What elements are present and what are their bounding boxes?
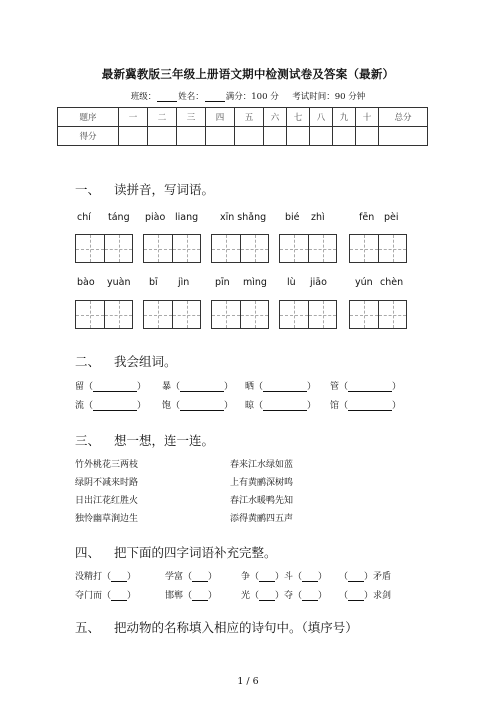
section-title: 把下面的四字词语补充完整。 [114, 545, 277, 560]
poem-line-right[interactable]: 春江水暖鸭先知 [230, 496, 294, 506]
class-blank[interactable] [157, 93, 177, 102]
word-item [75, 398, 146, 411]
pinyin: chí [77, 212, 91, 223]
paren-close: ） [137, 382, 147, 392]
idiom-item [165, 569, 217, 582]
full-score: 满分：100 分 [225, 92, 279, 102]
pinyin: yuàn [107, 277, 131, 288]
paren-close: ） [137, 401, 147, 411]
section-number: 四、 [75, 545, 101, 560]
section-2-heading [75, 352, 177, 370]
word-char: 留（ [75, 382, 94, 392]
paren-open: （ [339, 572, 349, 582]
writing-box[interactable] [349, 234, 407, 263]
paren-open: （ [339, 591, 349, 601]
page-number: 1 / 6 [237, 676, 259, 687]
exam-time: 考试时间：90 分钟 [292, 92, 366, 102]
idiom-item [241, 588, 327, 601]
score-cell[interactable] [119, 127, 148, 146]
score-cell[interactable] [148, 127, 177, 146]
score-cell[interactable] [287, 127, 310, 146]
pinyin: lù [287, 277, 296, 288]
idiom-item [241, 569, 327, 582]
word-item [162, 379, 233, 392]
pinyin: bié [285, 212, 300, 223]
poem-line-right[interactable]: 添得黄鹂四五声 [230, 514, 294, 524]
section-number: 五、 [75, 620, 101, 635]
section-title: 想一想，连一连。 [114, 433, 215, 448]
idiom-text: ）斗（ [275, 572, 303, 582]
idiom-blank[interactable] [111, 572, 127, 582]
word-item [330, 398, 401, 411]
doc-title: 最新冀教版三年级上册语文期中检测试卷及答案（最新） [101, 67, 395, 81]
word-item [162, 398, 233, 411]
idiom-text: ）夺（ [275, 591, 303, 601]
score-header-cell: 四 [206, 108, 235, 127]
score-cell[interactable] [310, 127, 333, 146]
word-blank[interactable] [348, 382, 392, 392]
paren-close: ） [392, 401, 402, 411]
paren-close: ） [318, 572, 328, 582]
section-3-heading [75, 431, 214, 449]
word-blank[interactable] [93, 401, 137, 411]
idiom-item [339, 588, 391, 601]
word-blank[interactable] [180, 382, 224, 392]
paren-close: ） [392, 382, 402, 392]
paren-close: ） [224, 401, 234, 411]
pinyin: táng [108, 212, 130, 223]
pinyin: liang [175, 212, 199, 223]
writing-box[interactable] [75, 300, 133, 329]
pinyin: jìn [178, 277, 190, 288]
score-header-cell: 十 [356, 108, 379, 127]
writing-box[interactable] [211, 300, 269, 329]
score-header-cell: 三 [177, 108, 206, 127]
word-blank[interactable] [93, 382, 137, 392]
paren-close: ） [127, 591, 137, 601]
name-blank[interactable] [205, 93, 225, 102]
score-row-label: 得分 [58, 127, 119, 146]
word-char: 馆（ [330, 401, 349, 411]
score-header-cell: 二 [148, 108, 177, 127]
idiom-text: 邯郸（ [165, 591, 193, 601]
pinyin: fēn [359, 212, 375, 223]
score-cell[interactable] [206, 127, 235, 146]
paren-close: ） [208, 572, 218, 582]
idiom-text: ）矛盾 [364, 572, 392, 582]
writing-box[interactable] [143, 234, 201, 263]
idiom-blank[interactable] [259, 572, 275, 582]
word-item [330, 379, 401, 392]
word-char: 晾（ [245, 401, 264, 411]
idiom-text: 没精打（ [75, 572, 112, 582]
section-number: 一、 [75, 182, 101, 197]
pinyin: chèn [380, 277, 404, 288]
score-header-cell: 九 [333, 108, 356, 127]
idiom-blank[interactable] [259, 591, 275, 601]
paren-close: ） [208, 591, 218, 601]
word-blank[interactable] [348, 401, 392, 411]
idiom-blank[interactable] [348, 572, 364, 582]
section-4-heading [75, 543, 277, 561]
idiom-blank[interactable] [302, 591, 318, 601]
idiom-blank[interactable] [348, 591, 364, 601]
word-char: 流（ [75, 401, 94, 411]
score-table-header-row [58, 108, 428, 127]
score-cell[interactable] [177, 127, 206, 146]
score-cell[interactable] [379, 127, 428, 146]
score-cell[interactable] [264, 127, 287, 146]
section-5-heading [75, 618, 358, 636]
idiom-item [75, 588, 136, 601]
pinyin: mìng [243, 277, 267, 288]
idiom-text: 夺门而（ [75, 591, 112, 601]
poem-line-right[interactable]: 春来江水绿如蓝 [230, 460, 294, 470]
idiom-item [75, 569, 136, 582]
section-number: 二、 [75, 354, 101, 369]
score-header-cell: 八 [310, 108, 333, 127]
word-item [75, 379, 146, 392]
poem-line-left[interactable]: 独怜幽草涧边生 [75, 514, 139, 524]
class-label: 班级： [130, 92, 157, 102]
paren-close: ） [318, 591, 328, 601]
word-item [245, 398, 316, 411]
score-header-cell: 题序 [58, 108, 119, 127]
idiom-blank[interactable] [192, 572, 208, 582]
idiom-blank[interactable] [192, 591, 208, 601]
word-char: 晒（ [245, 382, 264, 392]
writing-box[interactable] [349, 300, 407, 329]
writing-box[interactable] [279, 300, 337, 329]
pinyin: xīn shǎng [220, 212, 267, 223]
idiom-item [165, 588, 217, 601]
section-1-heading [75, 180, 214, 198]
idiom-text: 光（ [241, 591, 260, 601]
idiom-text: 争（ [241, 572, 260, 582]
pinyin: piào [145, 212, 166, 223]
pinyin: zhì [311, 212, 325, 223]
writing-box[interactable] [279, 234, 337, 263]
name-label: 姓名： [178, 92, 204, 102]
idiom-text: 学富（ [165, 572, 193, 582]
score-header-cell: 六 [264, 108, 287, 127]
score-table [57, 107, 428, 146]
exam-info [0, 90, 496, 102]
idiom-text: ）求剑 [364, 591, 392, 601]
word-blank[interactable] [263, 382, 307, 392]
writing-box[interactable] [75, 234, 133, 263]
pinyin: pīn [215, 277, 230, 288]
word-char: 饱（ [162, 401, 181, 411]
poem-line-left[interactable]: 日出江花红胜火 [75, 496, 139, 506]
paren-close: ） [307, 382, 317, 392]
word-blank[interactable] [263, 401, 307, 411]
paren-close: ） [127, 572, 137, 582]
pinyin: bào [77, 277, 95, 288]
score-header-cell: 总分 [379, 108, 428, 127]
score-header-cell: 一 [119, 108, 148, 127]
score-header-cell: 五 [235, 108, 264, 127]
pinyin: yún [355, 277, 373, 288]
score-cell[interactable] [333, 127, 356, 146]
idiom-item [339, 569, 391, 582]
idiom-blank[interactable] [111, 591, 127, 601]
section-title: 读拼音，写词语。 [114, 182, 215, 197]
pinyin: pèi [384, 212, 399, 223]
word-char: 暴（ [162, 382, 181, 392]
score-table-score-row [58, 127, 428, 146]
score-header-cell: 七 [287, 108, 310, 127]
poem-line-right[interactable]: 上有黄鹂深树鸣 [230, 478, 294, 488]
score-cell[interactable] [235, 127, 264, 146]
writing-box[interactable] [143, 300, 201, 329]
poem-line-left[interactable]: 竹外桃花三两枝 [75, 460, 139, 470]
pinyin: jiāo [310, 277, 327, 288]
word-char: 管（ [330, 382, 349, 392]
poem-line-left[interactable]: 绿阴不减来时路 [75, 478, 139, 488]
score-cell[interactable] [356, 127, 379, 146]
writing-box[interactable] [211, 234, 269, 263]
paren-close: ） [307, 401, 317, 411]
section-title: 把动物的名称填入相应的诗句中。（填序号） [114, 620, 358, 635]
word-blank[interactable] [180, 401, 224, 411]
section-title: 我会组词。 [114, 354, 177, 369]
paren-close: ） [224, 382, 234, 392]
section-number: 三、 [75, 433, 101, 448]
idiom-blank[interactable] [302, 572, 318, 582]
pinyin: bī [149, 277, 158, 288]
word-item [245, 379, 316, 392]
